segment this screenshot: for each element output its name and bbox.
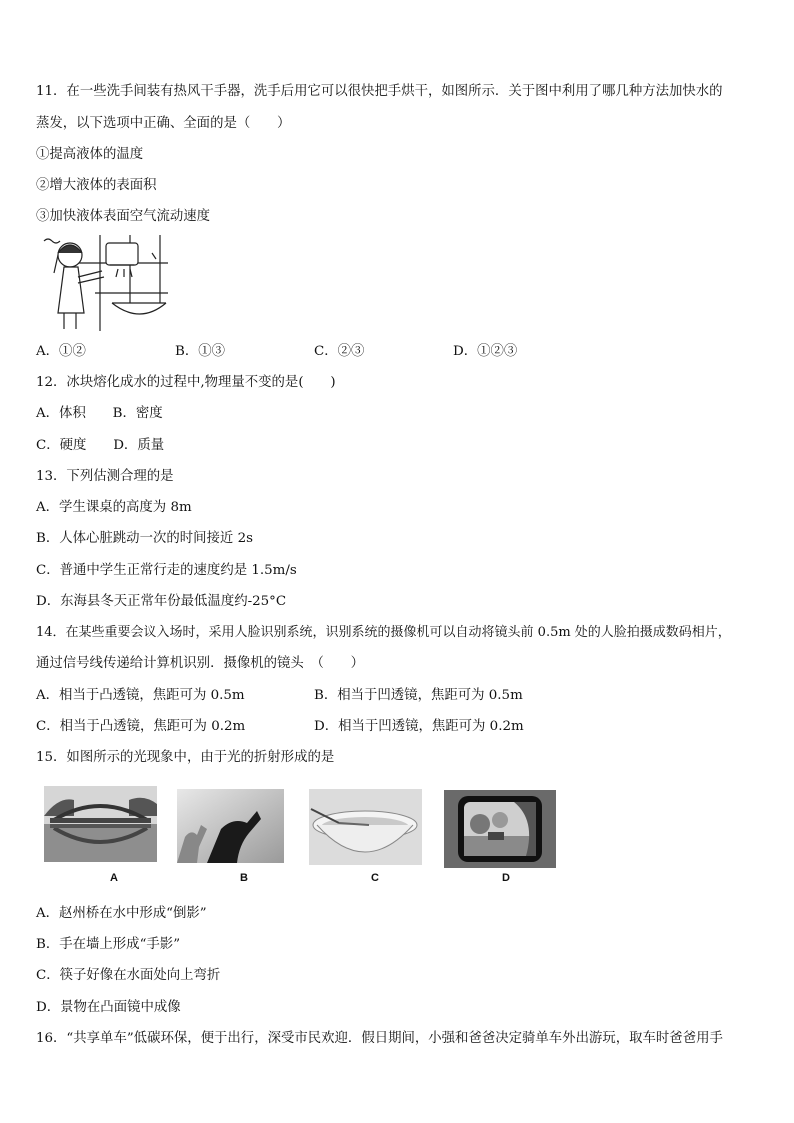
q14-option-d: D．相当于凹透镜，焦距可为 0.2m [314, 719, 524, 734]
q14-stem-line2: 通过信号线传递给计算机识别．摄像机的镜头 （ ） [36, 656, 365, 671]
q11-option-b: B．①③ [175, 344, 226, 359]
q15-option-b: B．手在墙上形成“手影” [36, 937, 181, 952]
q15-option-d: D．景物在凸面镜中成像 [36, 1000, 181, 1015]
q14-option-c: C．相当于凸透镜，焦距可为 0.2m [36, 719, 246, 734]
hand-dryer-illustration [40, 233, 170, 333]
bridge-reflection-photo [44, 786, 157, 862]
q11-stem-line2: 蒸发，以下选项中正确、全面的是（ ） [36, 116, 291, 131]
q13-option-a: A．学生课桌的高度为 8m [36, 500, 192, 515]
photo-caption-b: B [240, 872, 248, 884]
q11-option-c: C．②③ [314, 344, 365, 359]
q15-option-a: A．赵州桥在水中形成“倒影” [36, 906, 207, 921]
q15-option-c: C．筷子好像在水面处向上弯折 [36, 968, 221, 983]
q12-options-row2: C．硬度 D．质量 [36, 438, 165, 453]
q14-option-a: A．相当于凸透镜，焦距可为 0.5m [36, 688, 245, 703]
q16-stem: 16．“共享单车”低碳环保，便于出行，深受市民欢迎．假日期间，小强和爸爸决定骑单车外出游玩，取车时爸爸用手 [36, 1031, 723, 1046]
q14-option-b: B．相当于凹透镜，焦距可为 0.5m [314, 688, 523, 703]
q11-item-2: ②增大液体的表面积 [36, 178, 157, 193]
photo-caption-d: D [502, 872, 510, 884]
q13-option-b: B．人体心脏跳动一次的时间接近 2s [36, 531, 253, 546]
q11-stem-line1: 11．在一些洗手间装有热风干手器，洗手后用它可以很快把手烘干，如图所示．关于图中利用了哪几种方法加快水的 [36, 84, 723, 99]
q11-option-d: D．①②③ [453, 344, 518, 359]
q12-options-row1: A．体积 B．密度 [36, 406, 163, 421]
q15-stem: 15．如图所示的光现象中，由于光的折射形成的是 [36, 750, 335, 765]
q13-option-c: C．普通中学生正常行走的速度约是 1.5m/s [36, 563, 297, 578]
q11-option-a: A．①② [36, 344, 86, 359]
photo-caption-a: A [110, 872, 118, 884]
hand-shadow-photo [177, 789, 284, 863]
q13-stem: 13．下列估测合理的是 [36, 469, 174, 484]
q14-stem-line1: 14．在某些重要会议入场时，采用人脸识别系统，识别系统的摄像机可以自动将镜头前 0.5m 处的人脸拍摄成数码相片， [36, 625, 731, 640]
q13-option-d: D．东海县冬天正常年份最低温度约-25°C [36, 594, 287, 609]
q11-item-3: ③加快液体表面空气流动速度 [36, 209, 211, 224]
q12-stem: 12．冰块熔化成水的过程中,物理量不变的是( ) [36, 375, 336, 390]
convex-mirror-photo [444, 790, 556, 868]
chopsticks-bowl-photo [309, 789, 422, 865]
photo-caption-c: C [371, 872, 379, 884]
q11-item-1: ①提高液体的温度 [36, 147, 144, 162]
